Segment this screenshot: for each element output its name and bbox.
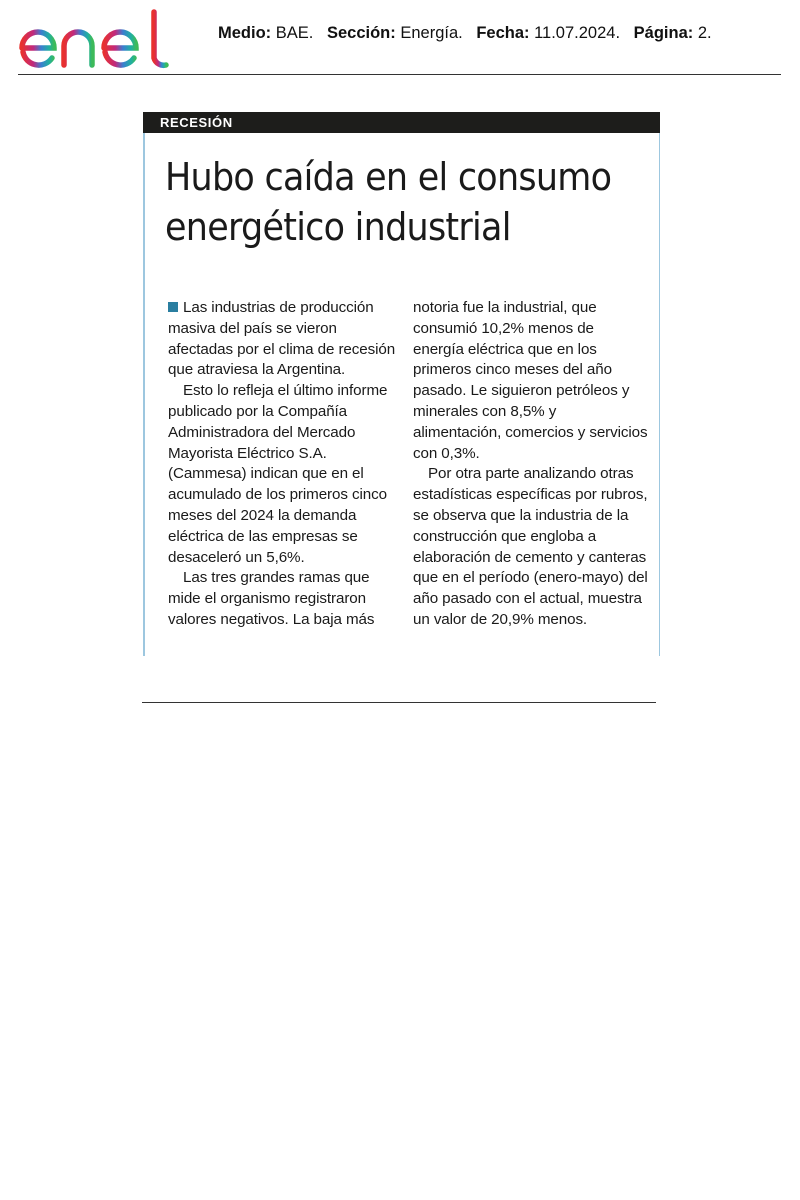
- enel-logo: [14, 8, 180, 70]
- paragraph-4: notoria fue la industrial, que consumió 10,2% menos de energía eléctrica que en los primeros cinco meses del año pasado. Le siguieron petróleos y minerales con 8,5% y alimentación, comercios y servicios con 0,3%.: [413, 299, 648, 462]
- newspaper-clipping: [143, 112, 660, 656]
- fecha-label: Fecha:: [476, 24, 530, 42]
- article-headline: [165, 152, 616, 252]
- paragraph-3: Las tres grandes ramas que mide el organismo registraron valores negativos. La baja más: [168, 569, 375, 628]
- clipping-metadata: [218, 24, 712, 43]
- paragraph-1: [168, 298, 398, 381]
- footer-divider: [142, 702, 656, 703]
- paragraph-1-text: Las industrias de producción masiva del país se vieron afectadas por el clima de recesión que atraviesa la Argentina.: [168, 299, 396, 379]
- seccion-label: Sección:: [326, 24, 396, 42]
- medio-label: Medio:: [218, 24, 272, 42]
- fecha-value: 11.07.2024.: [534, 24, 621, 42]
- paragraph-5: Por otra parte analizando otras estadísticas específicas por rubros, se observa que la industria de la construcción que engloba a elaboración de cemento y canteras que en el período (enero-mayo) del año pasado con el actual, muestra un valor de 20,9% menos.: [413, 465, 648, 628]
- square-bullet-icon: [168, 302, 178, 312]
- enel-logo-mark: [14, 8, 180, 70]
- headline-line-2: energético industrial: [165, 205, 511, 249]
- section-bar: [143, 112, 660, 133]
- section-label: RECESIÓN: [160, 115, 233, 130]
- article-column-left: [168, 298, 398, 631]
- paragraph-2: Esto lo refleja el último informe publicado por la Compañía Administradora del Mercado Mayorista Eléctrico S.A. (Cammesa) indican que en el acumulado de los primeros cinco meses del 2024 la demanda eléctrica de las empresas se desaceleró un 5,6%.: [168, 382, 388, 566]
- pagina-value: 2.: [697, 24, 712, 42]
- header-divider: [18, 74, 781, 75]
- headline-line-1: Hubo caída en el consumo: [165, 155, 612, 199]
- pagina-label: Página:: [633, 24, 694, 42]
- seccion-value: Energía.: [400, 24, 463, 42]
- article-column-right: [413, 298, 648, 631]
- medio-value: BAE.: [275, 24, 314, 42]
